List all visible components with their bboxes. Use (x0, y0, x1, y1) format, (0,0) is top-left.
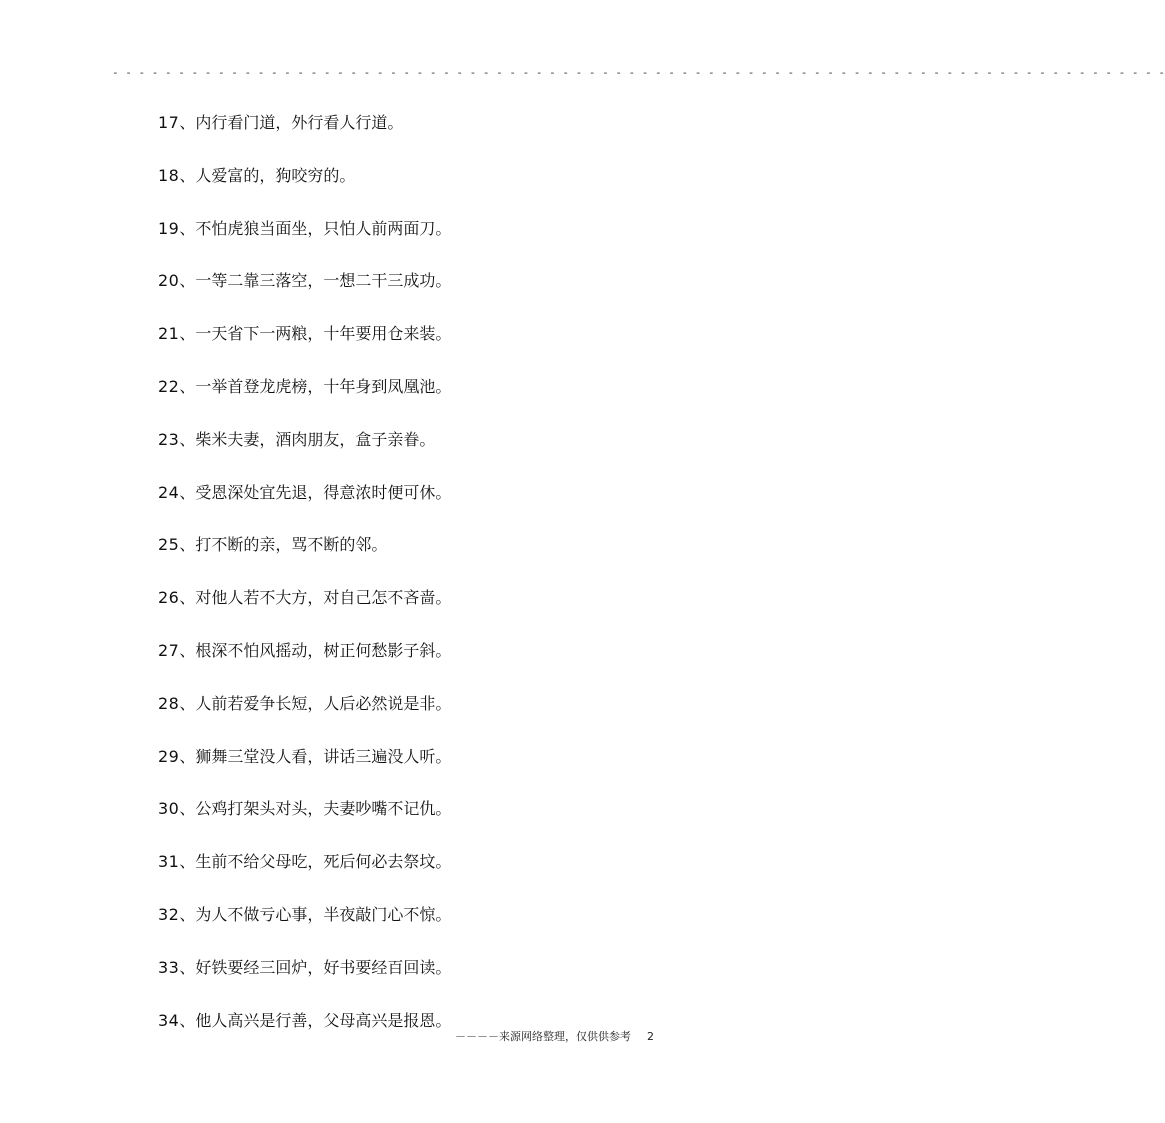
item-number: 21 (158, 324, 180, 344)
list-item (158, 743, 718, 796)
item-text: 、打不断的亲，骂不断的邻。 (179, 535, 388, 555)
item-text: 、柴米夫妻，酒肉朋友，盒子亲眷。 (179, 429, 436, 449)
list-item (158, 954, 718, 1007)
item-number: 28 (158, 693, 180, 713)
item-text: 、一等二靠三落空，一想二干三成功。 (179, 271, 452, 291)
item-number: 19 (158, 218, 180, 238)
item-text: 、公鸡打架头对头，夫妻吵嘴不记仇。 (179, 799, 452, 819)
item-text: 、人前若爱争长短，人后必然说是非。 (179, 693, 452, 713)
footer-source-note: －－－－来源网络整理，仅供供参考 (455, 1030, 631, 1043)
list-item (158, 320, 718, 373)
list-item (158, 584, 718, 637)
list-item (158, 848, 718, 901)
item-text: 、他人高兴是行善，父母高兴是报恩。 (179, 1010, 452, 1030)
item-text: 、内行看门道，外行看人行道。 (179, 113, 404, 132)
list-item (158, 690, 718, 743)
item-number: 29 (158, 746, 180, 766)
item-number: 24 (158, 482, 180, 502)
page-number: 2 (647, 1030, 654, 1043)
item-number: 27 (158, 640, 180, 660)
item-number: 20 (158, 271, 180, 291)
list-item (158, 162, 718, 215)
list-item (158, 901, 718, 954)
list-item (158, 795, 718, 848)
list-item (158, 109, 718, 162)
item-number: 25 (158, 535, 180, 555)
item-text: 、好铁要经三回炉，好书要经百回读。 (179, 957, 452, 977)
item-text: 、对他人若不大方，对自己怎不吝啬。 (179, 588, 452, 608)
item-number: 32 (158, 904, 180, 924)
item-number: 34 (158, 1010, 180, 1030)
item-text: 、狮舞三堂没人看，讲话三遍没人听。 (179, 746, 452, 766)
item-text: 、人爱富的，狗咬穷的。 (179, 165, 356, 185)
list-item (158, 426, 718, 479)
list-item (158, 215, 718, 268)
item-text: 、生前不给父母吃，死后何必去祭坟。 (179, 852, 452, 872)
item-number: 17 (158, 113, 180, 132)
list-item (158, 373, 718, 426)
item-number: 22 (158, 376, 180, 396)
list-item (158, 531, 718, 584)
item-text: 、为人不做亏心事，半夜敲门心不惊。 (179, 904, 452, 924)
item-number: 30 (158, 799, 180, 819)
item-number: 18 (158, 165, 180, 185)
item-number: 33 (158, 957, 180, 977)
proverb-list (158, 109, 718, 1059)
item-text: 、一天省下一两粮，十年要用仓来装。 (179, 324, 452, 344)
item-number: 23 (158, 429, 180, 449)
item-text: 、受恩深处宜先退，得意浓时便可休。 (179, 482, 452, 502)
page-footer (455, 1029, 654, 1045)
list-item (158, 479, 718, 532)
list-item (158, 637, 718, 690)
item-text: 、不怕虎狼当面坐，只怕人前两面刀。 (179, 218, 452, 238)
item-text: 、一举首登龙虎榜，十年身到凤凰池。 (179, 376, 452, 396)
item-number: 31 (158, 852, 180, 872)
item-number: 26 (158, 588, 180, 608)
item-text: 、根深不怕风摇动，树正何愁影子斜。 (179, 640, 452, 660)
header-dashed-rule: - - - - - - - - - - - - - - - - - - - - - - - - - - - - - - - - - - - - - - - - - - - - - - - - - - - - - - - - - - - - - - - - - - - - - - - - - - - - - - - - (112, 66, 1165, 79)
list-item (158, 267, 718, 320)
